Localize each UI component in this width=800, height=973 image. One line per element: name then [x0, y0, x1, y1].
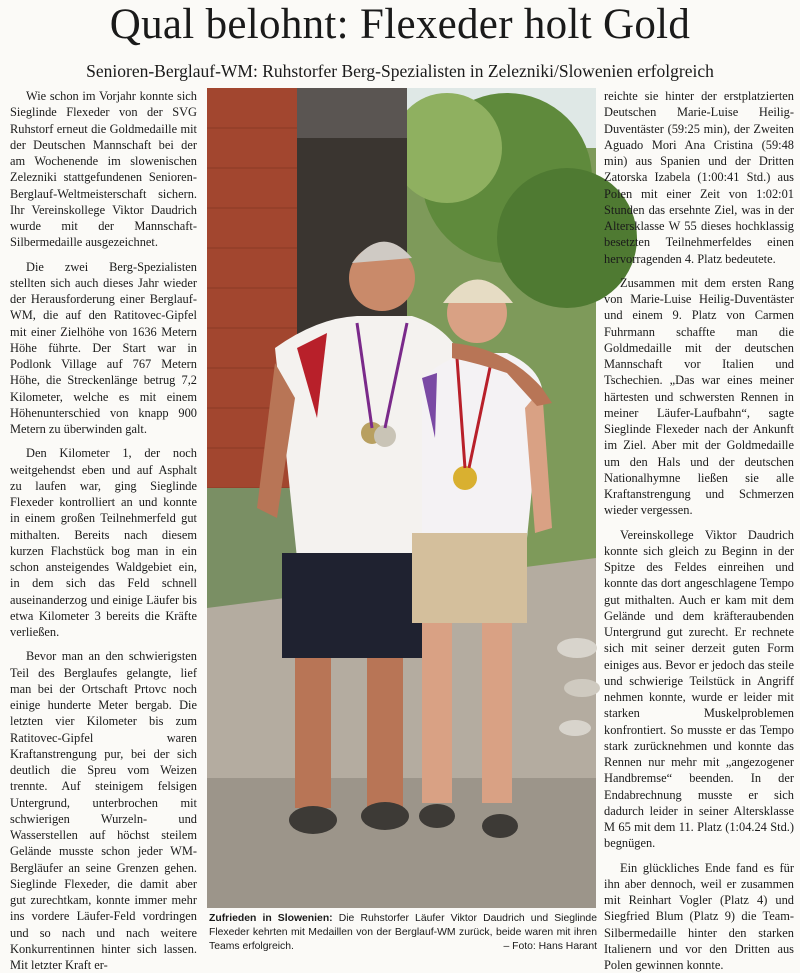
article-column-right [604, 88, 794, 960]
paragraph: Zusammen mit dem ersten Rang von Marie-Luise Heilig-Duventäster und einem 9. Platz von Carmen Fuhrmann schaffte man die Goldmedaille mit der deutschen Mannschaft vor Italien und Tschechien. „Das war eines meiner härtesten und schwersten Rennen in meiner Läufer-Laufbahn“, sagte Sieglinde Flexeder nach der Ankunft im Ziel. Aber mit der Goldmedaille um den Hals und der deutschen Nationalhymne ließen sie alle Kraftanstrengung und Schmerzen wieder vergessen. [604, 275, 794, 519]
paragraph: Die zwei Berg-Spezialisten stellten sich auch dieses Jahr wieder der Herausforderung einer Berglauf-WM, die auf den Ratitovec-Gipfel mit einer Zielhöhe von 1636 Metern Höhe führte. Der Start war in Podlonk Village auf 767 Metern Höhe, die Streckenlänge betrug 7,2 Kilometer, welche es mit einem Höhenunterschied von knapp 900 Metern zu überwinden galt. [10, 259, 197, 438]
paragraph: Wie schon im Vorjahr konnte sich Sieglinde Flexeder von der SVG Ruhstorf erneut die Goldmedaille mit der Deutschen Mannschaft bei der am Wochenende im slowenischen Zelezniki stattgefundenen Senioren-Berglauf-Weltmeisterschaft sichern. Ihr Vereinskollege Viktor Daudrich wurde mit der Mannschaft-Silbermedaille ausgezeichnet. [10, 88, 197, 251]
article-photo [207, 88, 596, 908]
paragraph: Ein glückliches Ende fand es für ihn aber dennoch, weil er zusammen mit Reinhart Vogler (Platz 4) und Siegfried Blum (Platz 9) die Team-Silbermedaille hinter den starken Italienern und vor den Dritten aus Polen gewinnen konnte. [604, 860, 794, 973]
paragraph: Bevor man an den schwierigsten Teil des Berglaufes gelangte, lief man bei der Ortschaft Prtovc noch einige hunderte Meter bergab. Die letzten vier Kilometer bis zum Ratitovec-Gipfel waren Kraftanstrengung pur, bei der sich deutlich die Spreu vom Weizen trennte. Auf steinigem felsigen Untergrund, unterbrochen mit schwierigen Wurzeln- und Wasserstellen auf höchst steilem Gelände musste schon jeder WM-Bergläufer an seine Grenzen gehen. Sieglinde Flexeder, die damit aber gut zurechtkam, konnte immer mehr ins vordere Läufer-Feld vordringen und so nach und nach weitere Konkurrentinnen hinter sich lassen. Mit letzter Kraft er- [10, 648, 197, 973]
photo-credit: – Foto: Hans Harant [503, 940, 597, 954]
paragraph: Den Kilometer 1, der noch weitgehendst eben und auf Asphalt zu laufen war, ging Sieglinde Flexeder kontrolliert an und konnte in einem großen Teilnehmerfeld gut mithalten. Bereits nach diesem kurzen Flachstück bog man in ein schon ansteigendes Waldgebiet ein, in dem sich das Feld schnell auseinanderzog und einige Läufer bis etwa Kilometer 3 bereits die Kräfte verließen. [10, 445, 197, 640]
caption-text: Die Ruhstorfer Läufer Viktor Daudrich und Sieglinde Flexeder kehrten mit Medaillen von der Berglauf-WM zurück, beide waren mit ihren Teams erfolgreich. [209, 913, 597, 952]
headline: Qual belohnt: Flexeder holt Gold [0, 2, 800, 48]
photo-caption [209, 912, 597, 954]
runners-photo [207, 88, 596, 908]
subheadline: Senioren-Berglauf-WM: Ruhstorfer Berg-Spezialisten in Zelezniki/Slowenien erfolgreich [0, 60, 800, 82]
paragraph: reichte sie hinter der erstplatzierten Deutschen Marie-Luise Heilig-Duventäster (59:25 min), der Zweiten Aguado Mori Ana Cristina (59:48 min) aus Spanien und der Dritten Zatorska Izabela (1:00:41 Std.) aus Polen mit einer Zeit von 1:02:01 Stunden das ersehnte Ziel, was in der Altersklasse W 55 dieses hochklassig besetzten Teilnehmerfeldes einen hervorragenden 4. Platz bedeutete. [604, 88, 794, 267]
article-column-left [10, 88, 197, 960]
paragraph: Vereinskollege Viktor Daudrich konnte sich gleich zu Beginn in der Spitze des Feldes einreihen und konnte das dort angeschlagene Tempo gut mithalten. Auch er kam mit dem Gelände und dem kräfteraubenden Untergrund gut zurecht. Er rechnete sich mit seiner derzeit guten Form einiges aus. Bevor er jedoch das steile und schwierige Teilstück in Angriff nehmen konnte, wurde er leider mit starken Muskelproblemen konfrontiert. So musste er das Tempo stark zurücknehmen und konnte das Rennen nur mehr mit „angezogener Handbremse“ beenden. In der Endabrechnung musste er sich dadurch leider in seiner Altersklasse M 65 mit dem 11. Platz (1:04.24 Std.) begnügen. [604, 527, 794, 852]
caption-lead: Zufrieden in Slowenien: [209, 913, 333, 924]
